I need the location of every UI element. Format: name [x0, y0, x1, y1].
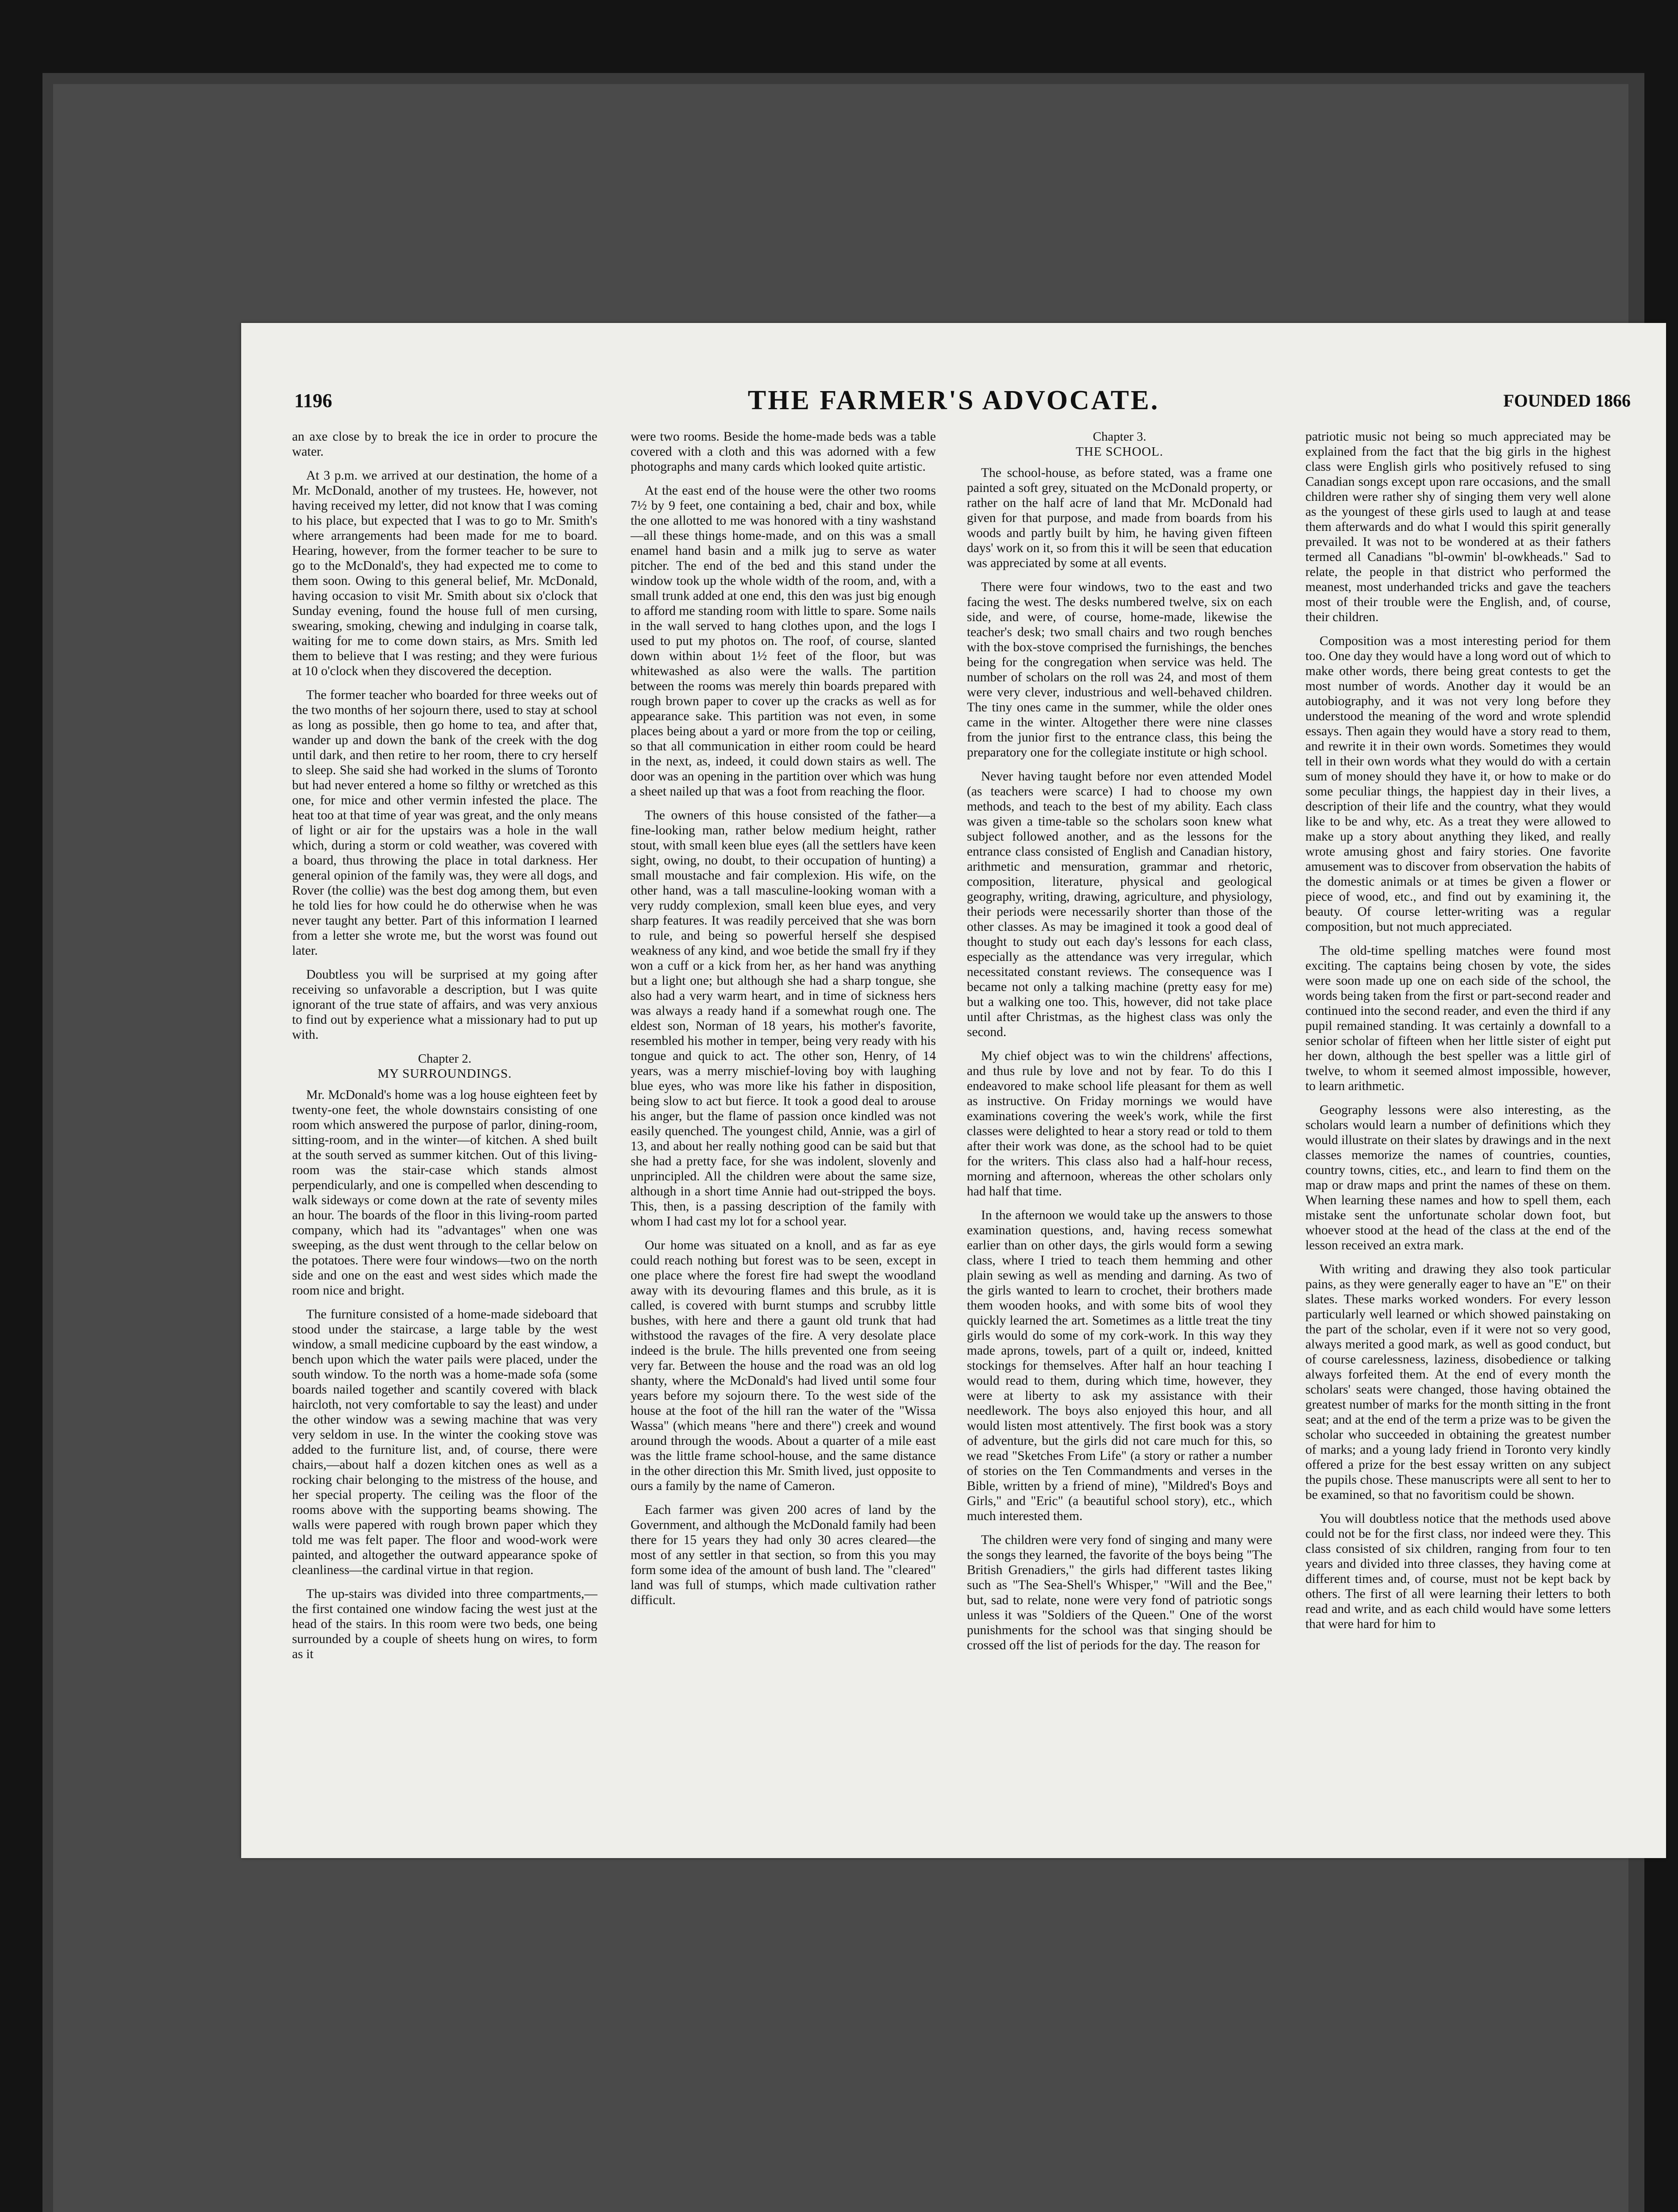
paragraph: My chief object was to win the childrens' affections, and thus rule by love and not by fear. To do this I endeavored to make school life pleasant for them as well as instructive. On Friday mornings we would have examinations covering the week's work, while the first classes were delighted to hear a story read or told to them after their work was done, as the school had to be quiet for the writers. This class also had a half-hour recess, morning and afternoon, whereas the other scholars only had half that time.: [967, 1049, 1272, 1198]
newspaper-page: [241, 323, 1666, 1858]
chapter-heading: Chapter 3.: [1093, 430, 1147, 444]
column-1: [292, 429, 597, 1671]
paragraph: The owners of this house consisted of the father—a fine-looking man, rather below medium height, rather stout, with small keen blue eyes (all the settlers have keen sight, owing, no doubt, to their occupation of hunting) a small moustache and fair complexion. His wife, on the other hand, was a tall masculine-looking woman with a very ruddy complexion, small keen blue eyes, and very sharp features. It was readily perceived that she was born to rule, and being so powerful herself she despised weakness of any kind, and woe betide the small fry if they won a cuff or a kick from her, as her hand was anything but a light one; but although she had a sharp tongue, she also had a very warm heart, and in time of sickness hers was always a ready hand if a somewhat rough one. The eldest son, Norman of 18 years, his mother's favorite, resembled his mother in temper, being very ready with his tongue and quick to act. The other son, Henry, of 14 years, was a merry mischief-loving boy with laughing blue eyes, who was more like his father in disposition, being slow to act but fierce. It took a good deal to arouse his anger, but the flame of passion once kindled was not easily quenched. The youngest child, Annie, was a girl of 13, and about her really nothing good can be said but that she had a pretty face, for she was indolent, slovenly and unprincipled. All the children were about the same size, although in a short time Annie had out-stripped the boys. This, then, is a passing description of the family with whom I had cast my lot for a school year.: [631, 808, 936, 1229]
paragraph: Never having taught before nor even attended Model (as teachers were scarce) I had to choose my own methods, and teach to the best of my ability. Each class was given a time-table so the scholars soon knew what subject followed another, and as the lessons for the entrance class consisted of English and Canadian history, arithmetic and mensuration, grammar and rhetoric, composition, literature, physical and geological geography, writing, drawing, agriculture, and physiology, their periods were necessarily shorter than those of the other classes. As may be imagined it took a good deal of thought to study out each day's lessons for each class, especially as the attendance was very irregular, which necessitated constant reviews. The consequence was I became not only a talking machine (pretty easy for me) but a walking one too. This, however, did not take place until after Christmas, as the highest class was only the second.: [967, 769, 1272, 1039]
paragraph: The old-time spelling matches were found most exciting. The captains being chosen by vote, the sides were soon made up one on each side of the school, the words being taken from the first or part-second reader and continued into the second reader, and even the third if any pupil remained standing. It was certainly a downfall to a senior scholar of fifteen when her little sister of eight put her down, although the best speller was a little girl of twelve, to whom it seemed almost impossible, however, to learn arithmetic.: [1305, 944, 1611, 1093]
paragraph: The furniture consisted of a home-made sideboard that stood under the staircase, a large table by the west window, a small medicine cupboard by the east window, a bench upon which the water pails were placed, under the south window. To the north was a home-made sofa (some boards nailed together and scantily covered with black haircloth, not very comfortable to say the least) and under the other window was a sewing machine that was very very seldom in use. In the winter the cooking stove was added to the furniture list, and, of course, there were chairs,—about half a dozen kitchen ones as well as a rocking chair belonging to the mistress of the house, and her special property. The ceiling was the floor of the rooms above with the supporting beams showing. The walls were papered with rough brown paper which they told me was felt paper. The floor and wood-work were painted, and altogether the outward appearance spoke of cleanliness—the cardinal virtue in that region.: [292, 1307, 597, 1577]
page-number: 1196: [294, 390, 332, 411]
paragraph: were two rooms. Beside the home-made beds was a table covered with a cloth and this was adorned with a few photographs and many cards which looked quite artistic.: [631, 430, 936, 474]
paragraph: Mr. McDonald's home was a log house eighteen feet by twenty-one feet, the whole downstairs consisting of one room which answered the purpose of parlor, dining-room, sitting-room, and in the winter—of kitchen. A shed built at the south served as summer kitchen. Out of this living-room was the stair-case which stands almost perpendicularly, and one is compelled when descending to walk sideways or come down at the rate of seventy miles an hour. The boards of the floor in this living-room parted company, which had its "advantages" when one was sweeping, as the dust went through to the cellar below on the potatoes. There were four windows—two on the north side and one on the east and west sides which made the room nice and bright.: [292, 1088, 597, 1298]
paragraph: Doubtless you will be surprised at my going after receiving so unfavorable a description, but I was quite ignorant of the true state of affairs, and was very anxious to find out by experience what a missionary had to put up with.: [292, 968, 597, 1042]
chapter-heading: Chapter 2.: [418, 1052, 472, 1066]
paragraph: Composition was a most interesting period for them too. One day they would have a long word out of which to make other words, there being great contests to get the most number of words. Another day it would be an autobiography, and it was not very long before they understood the meaning of the word and wrote splendid essays. Then again they would have a story read to them, and rewrite it in their own words. Sometimes they would tell in their own words what they would do with a certain sum of money should they have it, or how to make or do some peculiar things, the happiest day in their lives, a description of their life and the country, what they would like to be and why, etc. As a treat they were allowed to make up a story about anything they liked, and really wrote amusing ghost and fairy stories. One favorite amusement was to discover from observation the habits of the domestic animals or at times be given a flower or piece of wood, etc., and find out by examining it, the beauty. Of course letter-writing was a regular composition, but not much appreciated.: [1305, 634, 1611, 934]
paragraph: There were four windows, two to the east and two facing the west. The desks numbered twelve, six on each side, and were, of course, home-made, likewise the teacher's desk; two small chairs and two rough benches with the box-stove comprised the furnishings, the benches being for the congregation when service was held. The number of scholars on the roll was 24, and most of them were very clever, industrious and well-behaved children. The tiny ones came in the summer, while the older ones came in the winter. Altogether there were nine classes from the junior first to the entrance class, this being the preparatory one for the collegiate institute or high school.: [967, 580, 1272, 760]
paragraph: At 3 p.m. we arrived at our destination, the home of a Mr. McDonald, another of my trustees. He, however, not having received my letter, did not know that I was coming to his place, but expected that I was to go to Mr. Smith's where arrangements had been made for me to board. Hearing, however, from the former teacher to be sure to go to the McDonald's, they had expected me to come to them soon. Owing to this general belief, Mr. McDonald, having occasion to visit Mr. Smith about six o'clock that Sunday evening, found the house full of men cursing, swearing, smoking, chewing and indulging in coarse talk, waiting for me to come down stairs, as Mrs. Smith led them to believe that I was resting; and they were furious at 10 o'clock when they discovered the deception.: [292, 469, 597, 678]
column-3: [967, 429, 1272, 1662]
paragraph: patriotic music not being so much appreciated may be explained from the fact that the big girls in the highest class were English girls who positively refused to sing Canadian songs except upon rare occasions, and the small children were rather shy of singing them very well alone as the youngest of these girls used to laugh at and tease them afterwards and do what I would this spirit generally prevailed. It was not to be wondered at as their fathers termed all Canadians "bl-owmin' bl-owkheads." Sad to relate, the people in that district who performed the meanest, most underhanded tricks and gave the teachers most of their trouble were the English, and, of course, their children.: [1305, 430, 1611, 624]
section-heading: MY SURROUNDINGS.: [377, 1067, 512, 1081]
paragraph: In the afternoon we would take up the answers to those examination questions, and, having recess somewhat earlier than on other days, the girls would form a sewing class, where I tried to teach them hemming and other plain sewing as well as mending and darning. As two of the girls wanted to learn to crochet, their brothers made them wooden hooks, and with some bits of wool they quickly learned the art. Sometimes as a little treat the tiny girls would do some of my cork-work. In this way they made aprons, towels, part of a quilt or, indeed, knitted stockings for themselves. After half an hour teaching I would read to them, during which time, however, they were at liberty to ask my assistance with their needlework. The boys also enjoyed this hour, and all would listen most attentively. The first book was a story of adventure, but the girls did not care much for this, so we read "Sketches From Life" (a story or rather a number of stories on the Ten Commandments and verses in the Bible, written by a friend of mine), "Mildred's Boys and Girls," and "Eric" (a beautiful school story), etc., which much interested them.: [967, 1208, 1272, 1523]
paragraph: At the east end of the house were the other two rooms 7½ by 9 feet, one containing a bed, chair and box, while the one allotted to me was honored with a tiny washstand—all these things home-made, and on this was a small enamel hand basin and a milk jug to serve as water pitcher. The end of the bed and this stand under the window took up the whole width of the room, and, with a small trunk added at one end, this den was just big enough to afford me standing room with little to spare. Some nails in the wall served to hang clothes upon, and the logs I used to put my photos on. The roof, of course, slanted down within about 1½ feet of the floor, but was whitewashed as also were the walls. The partition between the rooms was merely thin boards prepared with rough brown paper to cover up the cracks as well as for appearance sake. This partition was not even, in some places being about a yard or more from the top or ceiling, so that all communication in either room could be heard in the next, as, indeed, it could down stairs as well. The door was an opening in the partition over which was hung a sheet nailed up that was a foot from reaching the floor.: [631, 484, 936, 799]
paragraph: The children were very fond of singing and many were the songs they learned, the favorite of the boys being "The British Grenadiers," the girls had different tastes liking such as "The Sea-Shell's Whisper," "Will and the Bee," but, sad to relate, none were very fond of patriotic songs unless it was "Soldiers of the Queen." One of the worst punishments for the school was that singing should be crossed off the list of periods for the day. The reason for: [967, 1533, 1272, 1652]
masthead-title: THE FARMER'S ADVOCATE.: [747, 385, 1160, 415]
paragraph: Our home was situated on a knoll, and as far as eye could reach nothing but forest was to be seen, except in one place where the forest fire had swept the woodland away with its devouring flames and this brule, as it is called, is covered with burnt stumps and scrubby little bushes, with here and there a gaunt old trunk that had withstood the ravages of the fire. A very desolate place indeed is the brule. The hills prevented one from seeing very far. Between the house and the road was an old log shanty, where the McDonald's had lived until some four years before my sojourn there. To the west side of the house at the foot of the hill ran the water of the "Wissa Wassa" (which means "here and there") creek and wound around through the woods. About a quarter of a mile east was the little frame school-house, and the same distance in the other direction this Mr. Smith lived, just opposite to ours a family by the name of Cameron.: [631, 1238, 936, 1493]
paragraph: With writing and drawing they also took particular pains, as they were generally eager to have an "E" on their slates. These marks worked wonders. For every lesson particularly well learned or which showed painstaking on the part of the scholar, even if it were not so very good, always merited a good mark, as well as good conduct, but of course carelessness, laziness, disobedience or talking always forfeited them. At the end of every month the scholars' seats were changed, those having obtained the greatest number of marks for the month sitting in the front seat; and at the end of the term a prize was to be given the scholar who succeeded in obtaining the greatest number of marks; and a young lady friend in Toronto very kindly offered a prize for the best essay written on any subject the pupils chose. These manuscripts were all sent to her to be examined, so that no favoritism could be shown.: [1305, 1262, 1611, 1502]
page-header: [268, 385, 1640, 416]
section-heading: THE SCHOOL.: [1076, 445, 1163, 459]
paragraph: You will doubtless notice that the methods used above could not be for the first class, nor indeed were they. This class consisted of six children, ranging from four to ten years and divided into three classes, they having come at different times and, of course, must not be kept back by others. The first of all were learning their letters to both read and write, and as each child would have some letters that were hard for him to: [1305, 1512, 1611, 1631]
paragraph: The school-house, as before stated, was a frame one painted a soft grey, situated on the McDonald property, or rather on the half acre of land that Mr. McDonald had given for that purpose, and made from boards from his woods and partly built by him, he having given fifteen days' work on it, so from this it will be seen that education was appreciated by some at all events.: [967, 466, 1272, 570]
column-4: [1305, 429, 1611, 1640]
paragraph: Geography lessons were also interesting, as the scholars would learn a number of definitions which they would illustrate on their slates by drawings and in the next classes memorize the names of countries, counties, country towns, cities, etc., and learn to find them on the map or draw maps and print the names of these on them. When learning these names and how to spell them, each mistake sent the unfortunate scholar down foot, but whoever stood at the head of the class at the end of the lesson received an extra mark.: [1305, 1103, 1611, 1252]
paragraph: an axe close by to break the ice in order to procure the water.: [292, 430, 597, 459]
column-2: [631, 429, 936, 1617]
paragraph: Each farmer was given 200 acres of land by the Government, and although the McDonald family had been there for 15 years they had only 30 acres cleared—the most of any settler in that section, so from this you may form some idea of the amount of bush land. The "cleared" land was full of stumps, which made cultivation rather difficult.: [631, 1503, 936, 1607]
founded-date: FOUNDED 1866: [1503, 391, 1631, 411]
paragraph: The former teacher who boarded for three weeks out of the two months of her sojourn there, used to stay at school as long as possible, then go home to tea, and after that, wander up and down the bank of the creek with the dog until dark, and then retire to her room, there to cry herself to sleep. She said she had worked in the slums of Toronto but had never entered a home so filthy or wretched as this one, for mice and other vermin infested the place. The heat too at that time of year was great, and the only means of light or air for the upstairs was a hole in the wall which, during a storm or cold weather, was covered with a board, thus throwing the place in total darkness. Her general opinion of the family was, they were all dogs, and Rover (the collie) was the best dog among them, but even he told lies for how could he do otherwise when he was never taught any better. Part of this information I learned from a letter she wrote me, but the worst was found out later.: [292, 688, 597, 958]
paragraph: The up-stairs was divided into three compartments,—the first contained one window facing the west just at the head of the stairs. In this room were two beds, one being surrounded by a couple of sheets hung on wires, to form as it: [292, 1587, 597, 1661]
